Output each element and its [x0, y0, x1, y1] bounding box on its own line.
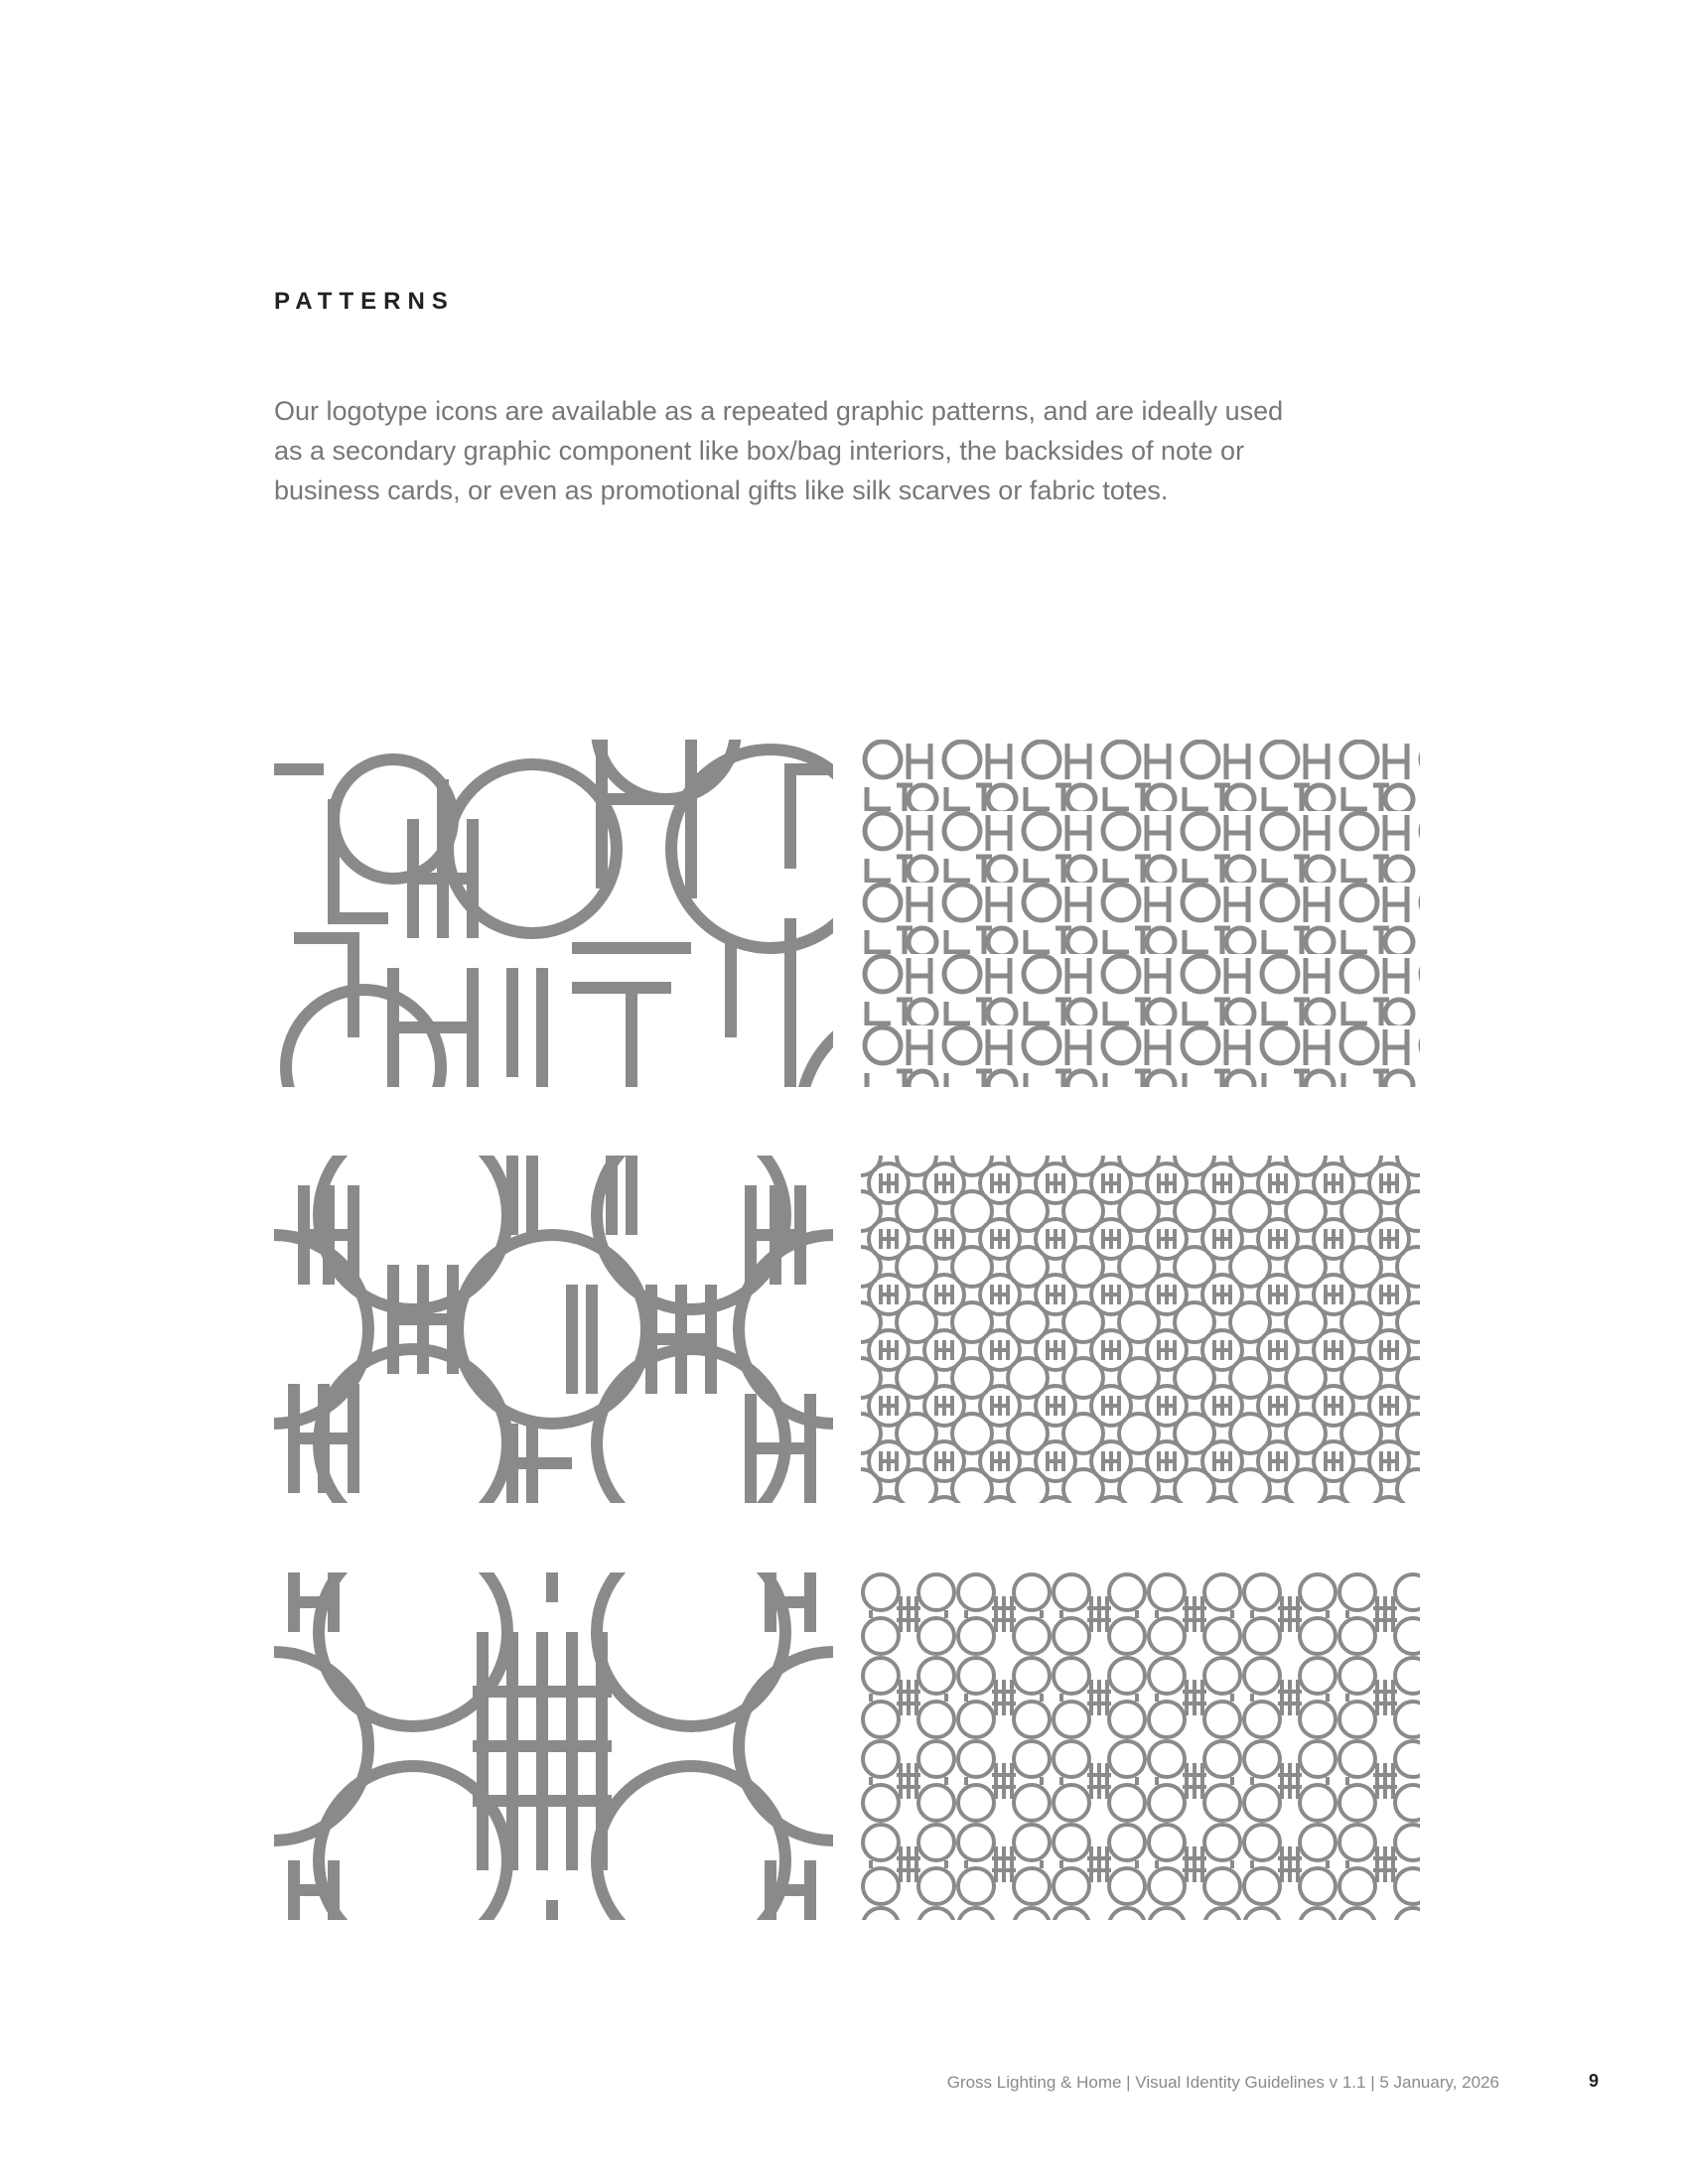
pattern-small-lattice-graphic — [861, 1572, 1420, 1920]
pattern-large-lattice-graphic — [274, 1572, 833, 1920]
pattern-tile-small-lattice — [861, 1572, 1420, 1920]
pattern-small-logotype-graphic — [861, 740, 1420, 1087]
page-heading: PATTERNS — [274, 288, 455, 315]
page-number: 9 — [1589, 2071, 1600, 2091]
intro-line: business cards, or even as promotional gifts like silk scarves or fabric totes. — [274, 476, 1169, 505]
pattern-large-logotype-graphic — [274, 740, 833, 1087]
intro-line: Our logotype icons are available as a repeated graphic patterns, and are ideally used — [274, 396, 1284, 426]
intro-line: as a secondary graphic component like box/bag interiors, the backsides of note or — [274, 436, 1245, 466]
footer-text: Gross Lighting & Home | Visual Identity Guidelines v 1.1 | 5 January, 2026 — [946, 2073, 1499, 2092]
pattern-tile-large-lattice — [274, 1572, 833, 1920]
pattern-tile-large-interlocked — [274, 1156, 833, 1503]
pattern-tile-small-logotype — [861, 740, 1420, 1087]
pattern-large-interlocked-graphic — [274, 1156, 833, 1503]
pattern-tile-large-logotype — [274, 740, 833, 1087]
intro-paragraph — [274, 391, 1426, 510]
pattern-tile-small-interlocked — [861, 1156, 1420, 1503]
pattern-small-interlocked-graphic — [861, 1156, 1420, 1503]
